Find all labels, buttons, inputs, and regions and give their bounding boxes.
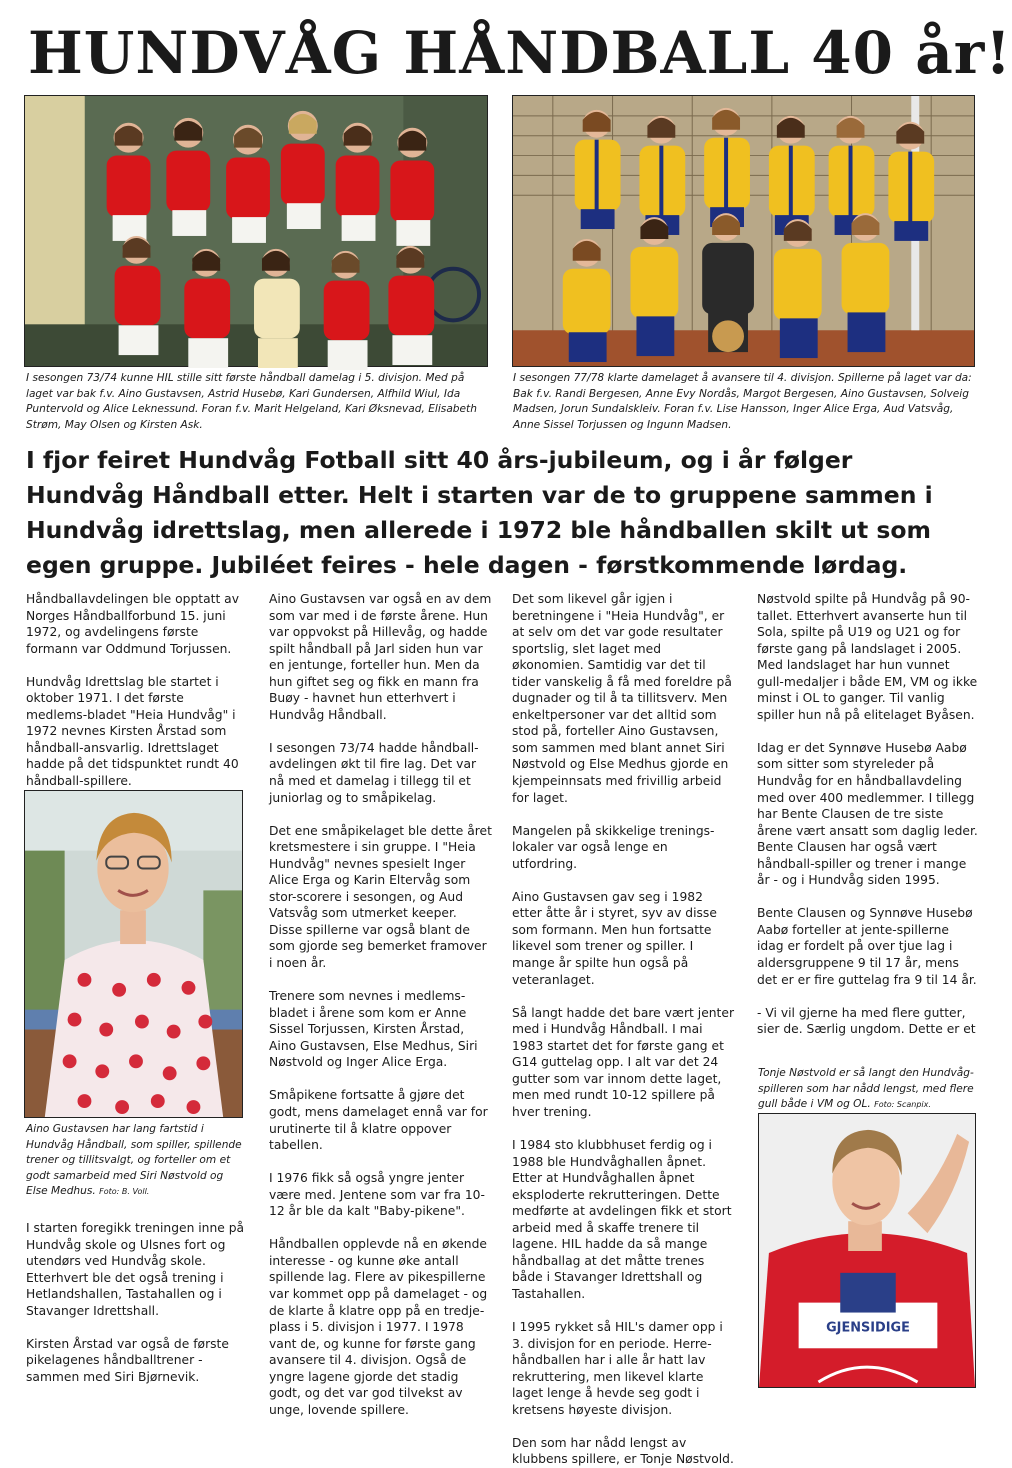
article-column-4 <box>757 591 979 1038</box>
portrait-photo-aino <box>24 790 243 1118</box>
paragraph: Nøstvold spilte på Hundvåg på 90-tallet. Etterhvert avanserte hun til Sola, spilte på U19 og U21 og for første gang på landslaget i 2005. Med landslaget har hun vunnet gull-medaljer i både EM, VM og ikke minst i OL to ganger. Til vanlig spiller hun nå på elitelaget Byåsen. <box>757 592 978 722</box>
paragraph: I 1995 rykket så HIL's damer opp i 3. divisjon for en periode. Herre-håndballen har i alle år hatt lav rekruttering, men likevel klarte laget lenge å hevde seg godt i kretsens høyeste divisjon. <box>512 1320 723 1417</box>
team-photo-1977-caption: I sesongen 77/78 klarte damelaget å avansere til 4. divisjon. Spillerne på laget var da: Bak f.v. Randi Bergesen, Anne Evy Nordås, Margot Bergesen, Aino Gustavsen, Solveig Madsen, Jorun Sundalskleiv. Foran f.v. Lise Hansson, Inger Alice Erga, Aud Vatsvåg, Anne Sissel Torjussen og Ingunn Madsen. <box>513 372 972 431</box>
paragraph: I 1984 sto klubbhuset ferdig og i 1988 ble Hundvåghallen åpnet. Etter at Hundvåghallen åpnet eksploderte rekrutteringen. Dette medførte at avdelingen fikk et stort arbeid med å skaffe trenere til lagene. HIL hadde da så mange håndballag at det måtte trenes både i Stavanger Idrettshall og Tastahallen. <box>512 1138 732 1301</box>
paragraph: Bente Clausen og Synnøve Husebø Aabø forteller at jente-spillerne idag er fordelt på over tjue lag i aldersgruppene 9 til 17 år, mens det er er fire guttelag fra 9 til 14 år. <box>757 906 977 987</box>
photo-credit: Foto: Scanpix. <box>874 1100 931 1110</box>
paragraph: Håndballavdelingen ble opptatt av Norges Håndballforbund 15. juni 1972, og avdelingens første formann var Oddmund Torjussen. <box>26 592 239 656</box>
team-photo-1977 <box>512 95 975 367</box>
paragraph: I 1976 fikk så også yngre jenter være med. Jentene som var fra 10-12 år ble da kalt "Baby-pikene". <box>269 1171 485 1219</box>
paragraph: Håndballen opplevde nå en økende interesse - og kunne øke antall spillende lag. Flere av pikespillerne var kommet opp på damelaget - og de klarte å klatre opp på en tredje-plass i 5. divisjon i 1977. I 1978 vant de, og kunne for første gang avansere til 4. divisjon. Også de yngre lagene gjorde det stadig godt, og det var god tilvekst av unge, lovende spillere. <box>269 1237 488 1417</box>
paragraph: I starten foregikk treningen inne på Hundvåg skole og Ulsnes fort og utendørs ved Hundvåg skole. Etterhvert ble det også trening i Hetlandshallen, Tastahallen og i Stavanger Idrettshall. <box>26 1221 245 1318</box>
article-column-3 <box>512 591 736 1468</box>
team-photo-1973 <box>24 95 488 367</box>
paragraph: Så langt hadde det bare vært jenter med i Hundvåg Håndball. I mai 1983 startet det for første gang et G14 guttelag opp. I alt var det 24 gutter som var innom dette laget, men med rundt 10-12 spillere på hver trening. <box>512 1005 735 1119</box>
paragraph: - Vi vil gjerne ha med flere gutter, sier de. Særlig ungdom. Dette er et <box>757 1005 976 1037</box>
portrait-photo-tonje-caption: Tonje Nøstvold er så langt den Hundvåg-spilleren som har nådd lengst, med flere gull både i VM og OL. Foto: Scanpix. <box>758 1067 974 1111</box>
paragraph: Det ene småpikelaget ble dette året kretsmestere i sin gruppe. I "Heia Hundvåg" nevnes spesielt Inger Alice Erga og Karin Eltervåg som stor-scorere i sesongen, og Aud Vatsvåg som utmerket keeper. Disse spillerne var også blant de som gjorde seg bemerket framover i noen år. <box>269 823 492 971</box>
article-column-2 <box>269 591 493 1418</box>
portrait-photo-tonje <box>758 1113 976 1388</box>
paragraph: Småpikene fortsatte å gjøre det godt, mens damelaget ennå var for urutinerte til å klatre oppover tabellen. <box>269 1088 488 1153</box>
paragraph: Idag er det Synnøve Husebø Aabø som sitter som styreleder på Hundvåg for en håndballavdeling med over 400 medlemmer. I tillegg har Bente Clausen de tre siste årene vært ansatt som daglig leder. Bente Clausen har også vært håndball-spiller og trener i mange år - og i Hundvåg siden 1995. <box>757 740 978 888</box>
lead-paragraph: I fjor feiret Hundvåg Fotball sitt 40 års-jubileum, og i år følger Hundvåg Håndball etter. Helt i starten var de to gruppene sammen i Hundvåg idrettslag, men allerede i 1972 ble håndballen skilt ut som egen gruppe. Jubiléet feires - hele dagen - førstkommende lørdag. <box>26 446 933 579</box>
photo-credit: Foto: B. Voll. <box>99 1187 150 1197</box>
article-column-1-top <box>26 591 248 790</box>
sponsor-logo-text: GJENSIDIGE <box>826 1320 910 1336</box>
paragraph: Mangelen på skikkelige trenings-lokaler var også lenge en utfordring. <box>512 823 715 871</box>
paragraph: Aino Gustavsen var også en av dem som var med i de første årene. Hun var oppvokst på Hillevåg, og hadde spilt håndball på Jarl siden hun var en jentunge, forteller hun. Men da hun giftet seg og fikk en mann fra Buøy - havnet hun etterhvert i Hundvåg Håndball. <box>269 592 492 722</box>
paragraph: I sesongen 73/74 hadde håndball-avdelingen økt til fire lag. Det var nå med et damelag i tillegg til et juniorlag og to småpikelag. <box>269 740 479 805</box>
headline: HUNDVÅG HÅNDBALL 40 år! <box>28 19 1012 87</box>
paragraph: Det som likevel går igjen i beretningene i "Heia Hundvåg", er at selv om det var gode resultater sportslig, slet laget med økonomien. Samtidig var det til tider vanskelig å få med foreldre på dugnader og til å ta tillitsverv. Men enkeltpersoner var det alltid som stod på, forteller Aino Gustavsen, som sammen med blant annet Siri Nøstvold og Else Medhus gjorde en kjempeinnsats med frivillig arbeid for laget. <box>512 592 732 805</box>
team-photo-1973-caption: I sesongen 73/74 kunne HIL stille sitt første håndball damelag i 5. divisjon. Med på laget var bak f.v. Aino Gustavsen, Astrid Husebø, Kari Gundersen, Alfhild Wiul, Ida Puntervold og Alice Leknessund. Foran f.v. Marit Helgeland, Kari Øksnevad, Elisabeth Strøm, May Olsen og Kirsten Ask. <box>26 372 477 431</box>
article-column-1-bottom <box>26 1220 248 1385</box>
paragraph: Kirsten Årstad var også de første pikelagenes håndballtrener - sammen med Siri Bjørnevik. <box>26 1336 229 1384</box>
portrait-photo-aino-caption: Aino Gustavsen har lang fartstid i Hundvåg Håndball, som spiller, spillende trener og tillitsvalgt, og forteller om et godt samarbeid med Siri Nøstvold og Else Medhus. Foto: B. Voll. <box>26 1123 242 1198</box>
paragraph: Aino Gustavsen gav seg i 1982 etter åtte år i styret, syv av disse som formann. Men hun fortsatte likevel som trener og spiller. I mange år spilte hun også på veteranlaget. <box>512 889 717 987</box>
paragraph: Den som har nådd lengst av klubbens spillere, er Tonje Nøstvold. <box>512 1435 734 1467</box>
paragraph: Hundvåg Idrettslag ble startet i oktober 1971. I det første medlems-bladet "Heia Hundvåg" i 1972 nevnes Kirsten Årstad som håndball-ansvarlig. Idrettslaget hadde på det tidspunktet rundt 40 håndball-spillere. <box>26 674 239 789</box>
paragraph: Trenere som nevnes i medlems-bladet i årene som kom er Anne Sissel Torjussen, Kirsten Årstad, Aino Gustavsen, Else Medhus, Siri Nøstvold og Inger Alice Erga. <box>269 989 478 1070</box>
